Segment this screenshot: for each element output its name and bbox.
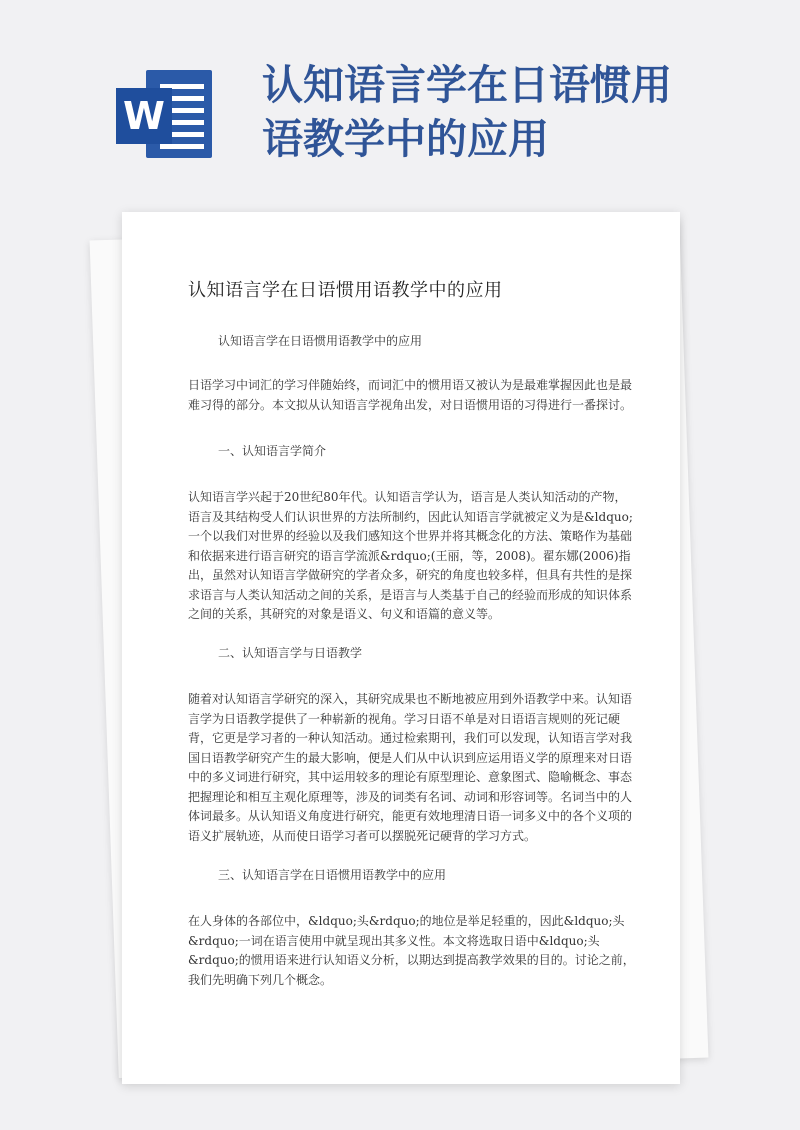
section-3-heading: 三、认知语言学在日语惯用语教学中的应用 (218, 868, 447, 882)
section-2-heading: 二、认知语言学与日语教学 (218, 646, 363, 660)
section-2-body: 随着对认知语言学研究的深入，其研究成果也不断地被应用到外语教学中来。认知语言学为日语教学提供了一种崭新的视角。学习日语不单是对日语语言规则的死记硬背，它更是学习者的一种认知活动。通过检索期刊，我们可以发现，认知语言学对我国日语教学研究产生的最大影响，便是人们从中认识到应运用语义学的原理来对日语中的多义词进行研究，其中运用较多的理论有原型理论、意象图式、隐喻概念、事态把握理论和相互主观化原理等，涉及的词类有名词、动词和形容词等。名词当中的人体词最多。从认知语义角度进行研究，能更有效地理清日语一词多义中的各个义项的语义扩展轨迹，从而使日语学习者可以摆脱死记硬背的学习方式。 (188, 692, 633, 843)
section-3-body: 在人身体的各部位中，&ldquo;头&rdquo;的地位是举足轻重的，因此&ldquo;头&rdquo;一词在语言使用中就呈现出其多义性。本文将选取日语中&ldquo;头&rdquo;的惯用语来进行认知语义分析，以期达到提高教学效果的目的。讨论之前，我们先明确下列几个概念。 (188, 914, 635, 987)
section-1-body: 认知语言学兴起于20世纪80年代。认知语言学认为，语言是人类认知活动的产物，语言及其结构受人们认识世界的方法所制约，因此认知语言学就被定义为是&ldquo;一个以我们对世界的经验以及我们感知这个世界并将其概念化的方法、策略作为基础和依据来进行语言研究的语言学流派&rdquo;(王丽，等，2008)。翟东娜(2006)指出，虽然对认知语言学做研究的学者众多，研究的角度也较多样，但具有共性的是探求语言与人类认知活动之间的关系，是语言与人类基于自己的经验而形成的知识体系之间的关系，其研究的对象是语义、句义和语篇的意义等。 (188, 490, 633, 621)
title-line-1: 认知语言学在日语惯用 (262, 61, 672, 109)
word-document-icon (116, 62, 214, 162)
title-line-2: 语教学中的应用 (262, 115, 549, 163)
header (0, 0, 800, 200)
document-title: 认知语言学在日语惯用语教学中的应用 (188, 280, 503, 301)
section-1-heading: 一、认知语言学简介 (218, 444, 327, 458)
word-icon-line (160, 144, 204, 149)
page-title (262, 58, 762, 166)
document-page (122, 212, 680, 1084)
document-subtitle: 认知语言学在日语惯用语教学中的应用 (218, 334, 423, 348)
word-icon-letter: W (116, 88, 172, 144)
intro-paragraph: 日语学习中词汇的学习伴随始终，而词汇中的惯用语又被认为是最难掌握因此也是最难习得的部分。本文拟从认知语言学视角出发，对日语惯用语的习得进行一番探讨。 (188, 378, 633, 412)
